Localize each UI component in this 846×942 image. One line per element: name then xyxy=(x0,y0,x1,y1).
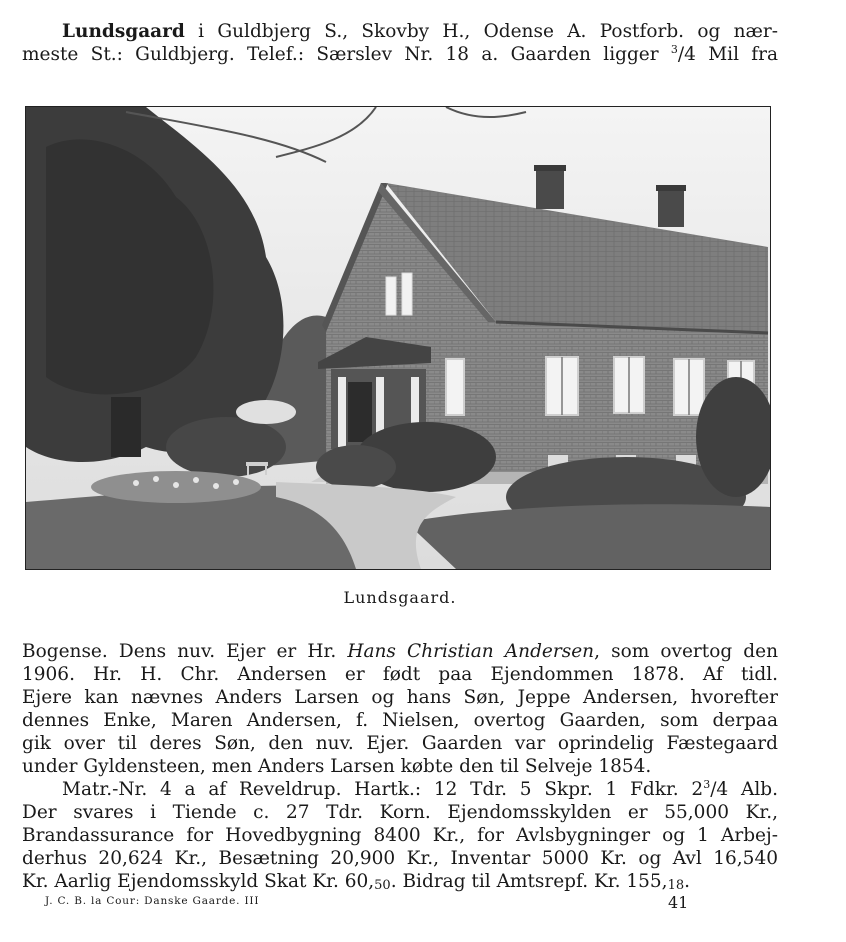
header-line-1: Lundsgaard i Guldbjerg S., Skovby H., Odense A. Postforb. og nær- xyxy=(62,21,778,42)
body-line: under Gyldensteen, men Anders Larsen købte den til Selveje 1854. xyxy=(22,756,652,777)
body-line: Kr. Aarlig Ejendomsskyld Skat Kr. $60,_{50}$. Bidrag til Amtsrepf. Kr. $155,_{18}$. xyxy=(22,871,690,893)
header-line-2: meste St.: Guldbjerg. Telef.: Særslev Nr. 18 a. Gaarden ligger $^3$/4 Mil fra xyxy=(22,43,778,65)
figure-caption: Lundsgaard. xyxy=(343,588,457,607)
owner-name: Hans Christian Andersen xyxy=(347,641,595,662)
farmhouse-photograph xyxy=(25,106,771,570)
body-line: derhus 20,624 Kr., Besætning 20,900 Kr., Inventar 5000 Kr. og Avl 16,540 xyxy=(22,848,778,869)
body-paragraph-1 xyxy=(22,640,778,778)
body-line: Matr.-Nr. 4 a af Reveldrup. Hartk.: 12 Tdr. 5 Skpr. 1 Fdkr. $2^3/4$ Alb. xyxy=(62,778,778,800)
body-line: dennes Enke, Maren Andersen, f. Nielsen, overtog Gaarden, som derpaa xyxy=(22,710,778,731)
body-line: Ejere kan nævnes Anders Larsen og hans Søn, Jeppe Andersen, hvorefter xyxy=(22,687,778,708)
body-line: 1906. Hr. H. Chr. Andersen er født paa Ejendommen 1878. Af tidl. xyxy=(22,664,778,685)
farmhouse-illustration xyxy=(26,107,770,569)
body-line: Der svares i Tiende c. 27 Tdr. Korn. Ejendomsskylden er 55,000 Kr., xyxy=(22,802,778,823)
estate-name: Lundsgaard xyxy=(62,21,185,42)
footer-source: J. C. B. la Cour: Danske Gaarde. III xyxy=(45,895,260,907)
body-line: Brandassurance for Hovedbygning 8400 Kr., for Avlsbygninger og 1 Arbej- xyxy=(22,825,778,846)
header-paragraph xyxy=(22,20,778,66)
body-line: Bogense. Dens nuv. Ejer er Hr. Hans Christian Andersen, som overtog den xyxy=(22,641,779,662)
body-paragraph-2 xyxy=(22,778,778,893)
body-line: gik over til deres Søn, den nuv. Ejer. Gaarden var oprindelig Fæstegaard xyxy=(22,733,778,754)
page-number: 41 xyxy=(668,893,689,912)
